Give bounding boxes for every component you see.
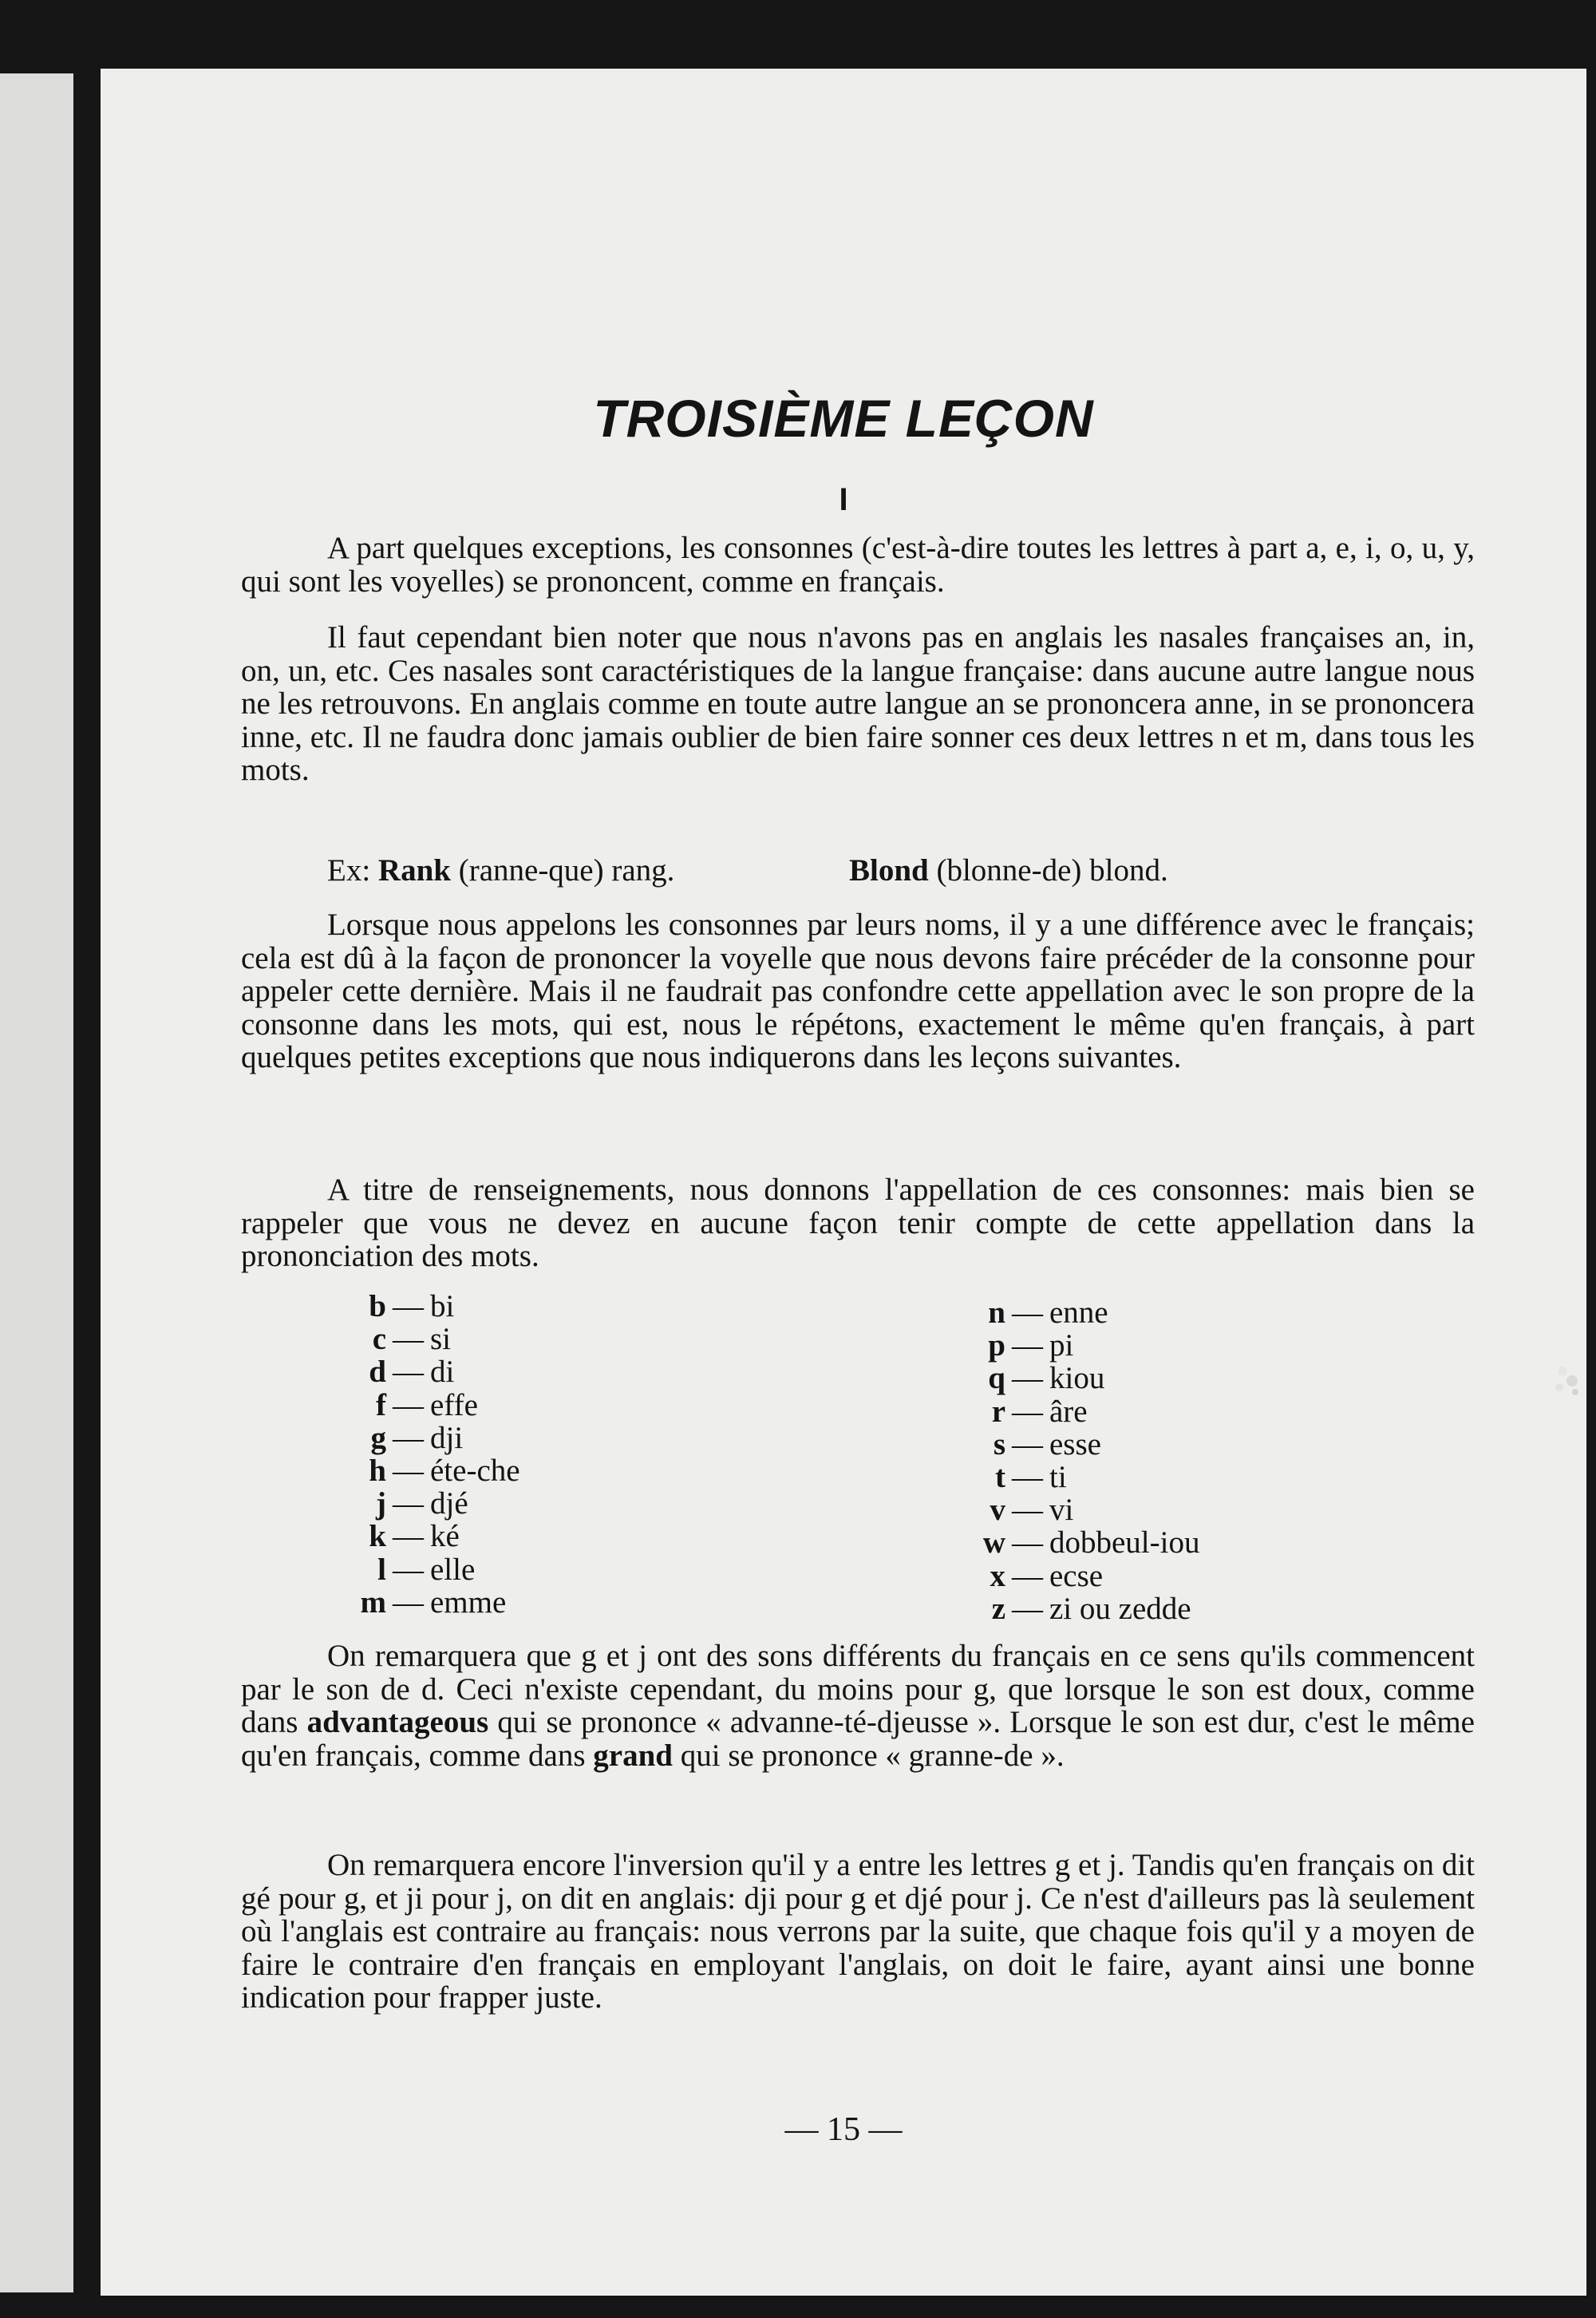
paragraph-2: Il faut cependant bien noter que nous n'avons pas en anglais les nasales françaises an, in, on, un, etc. Ces nasales sont caractéristiques de la langue française: dans aucune autre langue nous ne les retrouvons. En anglais comme en toute autre langue an se prononcera anne, in se prononcera inne, etc. Il ne faudra donc jamais oublier de bien faire sonner ces deux lettres n et m, dans tous les mots. xyxy=(241,620,1475,787)
alphabet-entry: d — di xyxy=(369,1355,455,1390)
alphabet-entry: g — dji xyxy=(370,1420,464,1455)
facing-page-edge xyxy=(0,73,73,2292)
alphabet-entry: x — ecse xyxy=(990,1558,1104,1593)
book-page xyxy=(101,69,1586,2296)
example-word-rank: Rank xyxy=(377,853,451,888)
alphabet-entry: j — djé xyxy=(376,1486,468,1521)
alphabet-entry: k — ké xyxy=(369,1519,460,1554)
alphabet-entry: q — kiou xyxy=(988,1361,1105,1396)
alphabet-entry: m — emme xyxy=(360,1584,507,1620)
alphabet-left-column xyxy=(350,1290,520,1619)
alphabet-entry: z — zi ou zedde xyxy=(991,1591,1191,1626)
example-word-blond: Blond xyxy=(849,853,929,888)
alphabet-entry: s — esse xyxy=(993,1426,1101,1462)
alphabet-entry: b — bi xyxy=(369,1289,455,1323)
alphabet-entry: f — effe xyxy=(376,1387,478,1422)
alphabet-entry: n — enne xyxy=(988,1295,1108,1330)
alphabet-entry: l — elle xyxy=(377,1552,476,1587)
paragraph-3: Lorsque nous appelons les consonnes par leurs noms, il y a une différence avec le français; cela est dû à la façon de prononcer la voyelle que nous devons faire précéder de la consonne pour appeler cette dernière. Mais il ne faudrait pas confondre cette appellation avec le son propre de la consonne dans les mots, qui est, nous le répétons, exactement le même qu'en français, à part quelques petites exceptions que nous indiquerons dans les leçons suivantes. xyxy=(241,908,1475,1074)
alphabet-entry: w — dobbeul-iou xyxy=(982,1525,1200,1560)
word-advantageous: advantageous xyxy=(306,1705,489,1739)
alphabet-entry: r — âre xyxy=(991,1394,1088,1429)
example-rank-gloss: (ranne-que) rang. xyxy=(450,853,675,888)
example-blond-gloss: (blonne-de) blond. xyxy=(928,853,1168,888)
alphabet-entry: h — éte-che xyxy=(369,1454,520,1489)
paragraph-4: A titre de renseignements, nous donnons l'appellation de ces consonnes: mais bien se rappeler que vous ne devez en aucune façon tenir compte de cette appellation dans la prononciation des mots. xyxy=(241,1173,1475,1273)
page-number: — 15 — xyxy=(784,2111,903,2148)
alphabet-entry: t — ti xyxy=(995,1460,1067,1495)
alphabet-entry: p — pi xyxy=(988,1328,1074,1363)
section-number: I xyxy=(839,482,848,517)
alphabet-entry: c — si xyxy=(372,1322,452,1357)
paragraph-1: A part quelques exceptions, les consonnes (c'est-à-dire toutes les lettres à part a, e, i, o, u, y, qui sont les voyelles) se prononcent, comme en français. xyxy=(241,531,1475,599)
word-grand: grand xyxy=(593,1738,673,1773)
alphabet-right-column xyxy=(969,1296,1199,1625)
paper-damage-specks xyxy=(1548,1360,1586,1402)
example-blond xyxy=(849,854,1168,888)
paragraph-6: On remarquera encore l'inversion qu'il y a entre les lettres g et j. Tandis qu'en français on dit gé pour g, et ji pour j, on dit en anglais: dji pour g et djé pour j. Ce n'est d'ailleurs pas là seulement où l'anglais est contraire au français: nous verrons par la suite, que chaque fois qu'il y a moyen de faire le contraire d'en français en employant l'anglais, on doit le faire, ayant ainsi une bonne indication pour frapper juste. xyxy=(241,1848,1475,2015)
lesson-title: TROISIÈME LEÇON xyxy=(593,389,1094,448)
example-line xyxy=(327,854,1444,888)
example-prefix: Ex: xyxy=(327,853,378,888)
alphabet-entry: v — vi xyxy=(990,1493,1074,1528)
paragraph-5: On remarquera que g et j ont des sons différents du français en ce sens qu'ils commencent par le son de d. Ceci n'existe cependant, du moins pour g, que lorsque le son est doux, comme dans advantageous qui se prononce « advanne-té-djeusse ». Lorsque le son est dur, c'est le même qu'en français, comme dans grand qui se prononce « granne-de ». xyxy=(241,1639,1475,1773)
